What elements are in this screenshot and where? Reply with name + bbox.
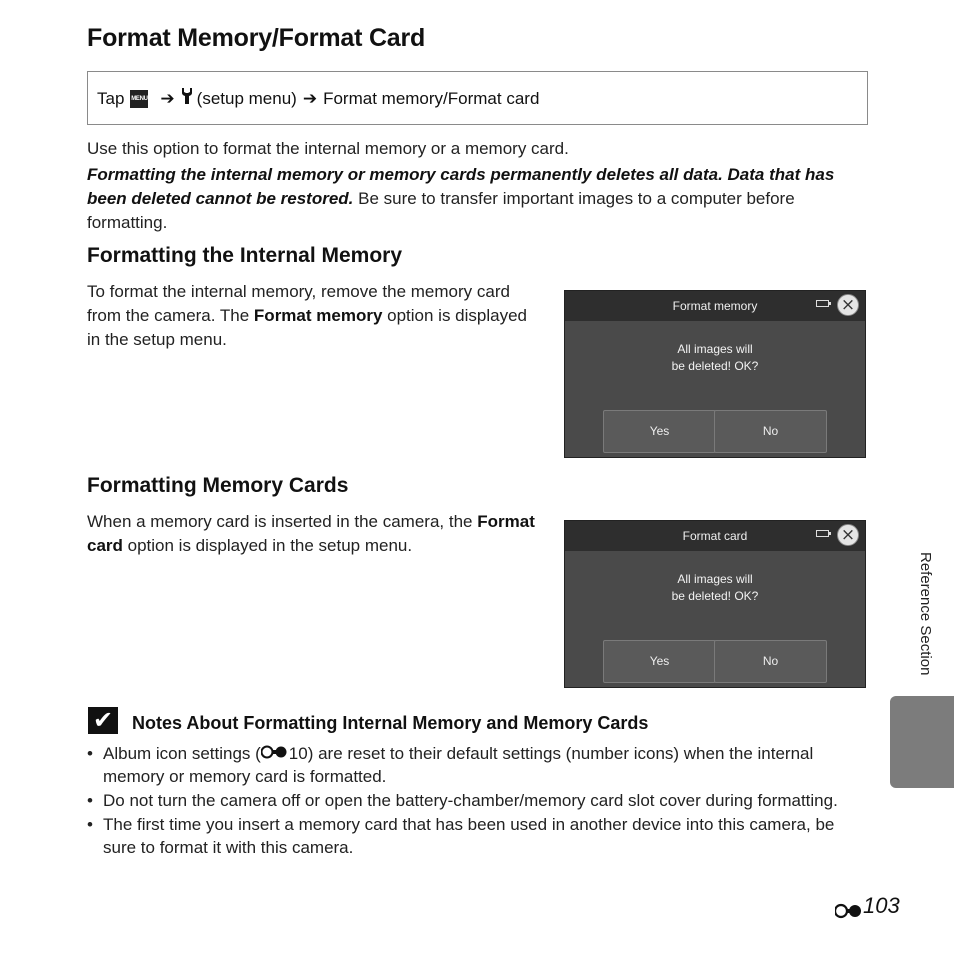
text-part: Album icon settings ( (103, 744, 261, 763)
notes-heading: Notes About Formatting Internal Memory and Memory Cards (132, 713, 649, 733)
list-item (87, 742, 867, 788)
camera-screen-format-card (564, 520, 866, 688)
screen-title: Format card (682, 529, 748, 543)
intro-text: Use this option to format the internal memory or a memory card. (87, 139, 569, 158)
yes-button[interactable]: Yes (603, 410, 716, 453)
close-icon[interactable]: × (837, 294, 859, 316)
text-part: option is displayed in the setup menu. (122, 536, 413, 555)
screen-message (565, 341, 865, 375)
format-memory-term: Format memory (253, 306, 383, 325)
section-tab (890, 696, 954, 788)
reference-section-icon (261, 742, 287, 756)
notes-list (87, 742, 867, 860)
no-button[interactable]: No (714, 640, 827, 683)
reference-section-icon (835, 899, 861, 913)
camera-screen-format-memory (564, 290, 866, 458)
message-line: All images will (677, 342, 753, 356)
screen-message (565, 571, 865, 605)
check-note-icon: ✔ (88, 707, 118, 734)
reference-section-label: Reference Section (917, 552, 934, 676)
tap-label: Tap (97, 88, 125, 108)
menu-icon: MENU (130, 90, 148, 108)
side-tab-label (914, 552, 938, 702)
close-icon[interactable]: × (837, 524, 859, 546)
message-line: be deleted! OK? (671, 589, 759, 603)
destination-label: Format memory/Format card (323, 88, 540, 108)
text-part: option is displayed in the setup menu. (87, 306, 527, 349)
message-line: be deleted! OK? (671, 359, 759, 373)
text-part: When a memory card is inserted in the camera, the (87, 512, 478, 531)
warning-text (87, 163, 867, 235)
message-line: All images will (677, 572, 753, 586)
arrow-right-icon: ➔ (160, 88, 175, 108)
no-button[interactable]: No (714, 410, 827, 453)
text-part: To format the internal memory, remove the memory card from the camera. The (87, 282, 510, 325)
list-item: • The first time you insert a memory card that has been used in another device into this camera, be sure to format it with this camera. (87, 813, 867, 859)
internal-memory-text (87, 280, 537, 352)
tap-instruction (97, 87, 539, 110)
page-number-value: 103 (863, 893, 900, 918)
reference-page: 10 (288, 744, 308, 763)
setup-menu-label: (setup menu) (196, 88, 297, 108)
wrench-icon (181, 87, 193, 110)
screen-title-bar (565, 291, 865, 321)
warning-normal: Be sure to transfer important images to a computer before formatting. (87, 189, 795, 232)
yes-button[interactable]: Yes (603, 640, 716, 683)
heading-internal-memory: Formatting the Internal Memory (87, 244, 403, 267)
page-title: Format Memory/Format Card (87, 24, 426, 52)
page-number (835, 893, 900, 919)
list-item: • Do not turn the camera off or open the battery-chamber/memory card slot cover during formatting. (87, 789, 867, 812)
heading-memory-cards: Formatting Memory Cards (87, 474, 349, 497)
memory-cards-text (87, 510, 537, 558)
tap-instruction-box (87, 71, 868, 125)
battery-icon (816, 300, 829, 307)
battery-icon (816, 530, 829, 537)
arrow-right-icon: ➔ (302, 88, 318, 108)
screen-title-bar (565, 521, 865, 551)
warning-bold: Formatting the internal memory or memory cards permanently deletes all data. Data that has been deleted cannot be restored. (87, 165, 835, 208)
screen-title: Format memory (672, 299, 758, 313)
text-part: ) are reset to their default settings (number icons) when the internal memory or memory card is formatted. (103, 744, 814, 786)
format-card-term: Format card (87, 512, 535, 555)
